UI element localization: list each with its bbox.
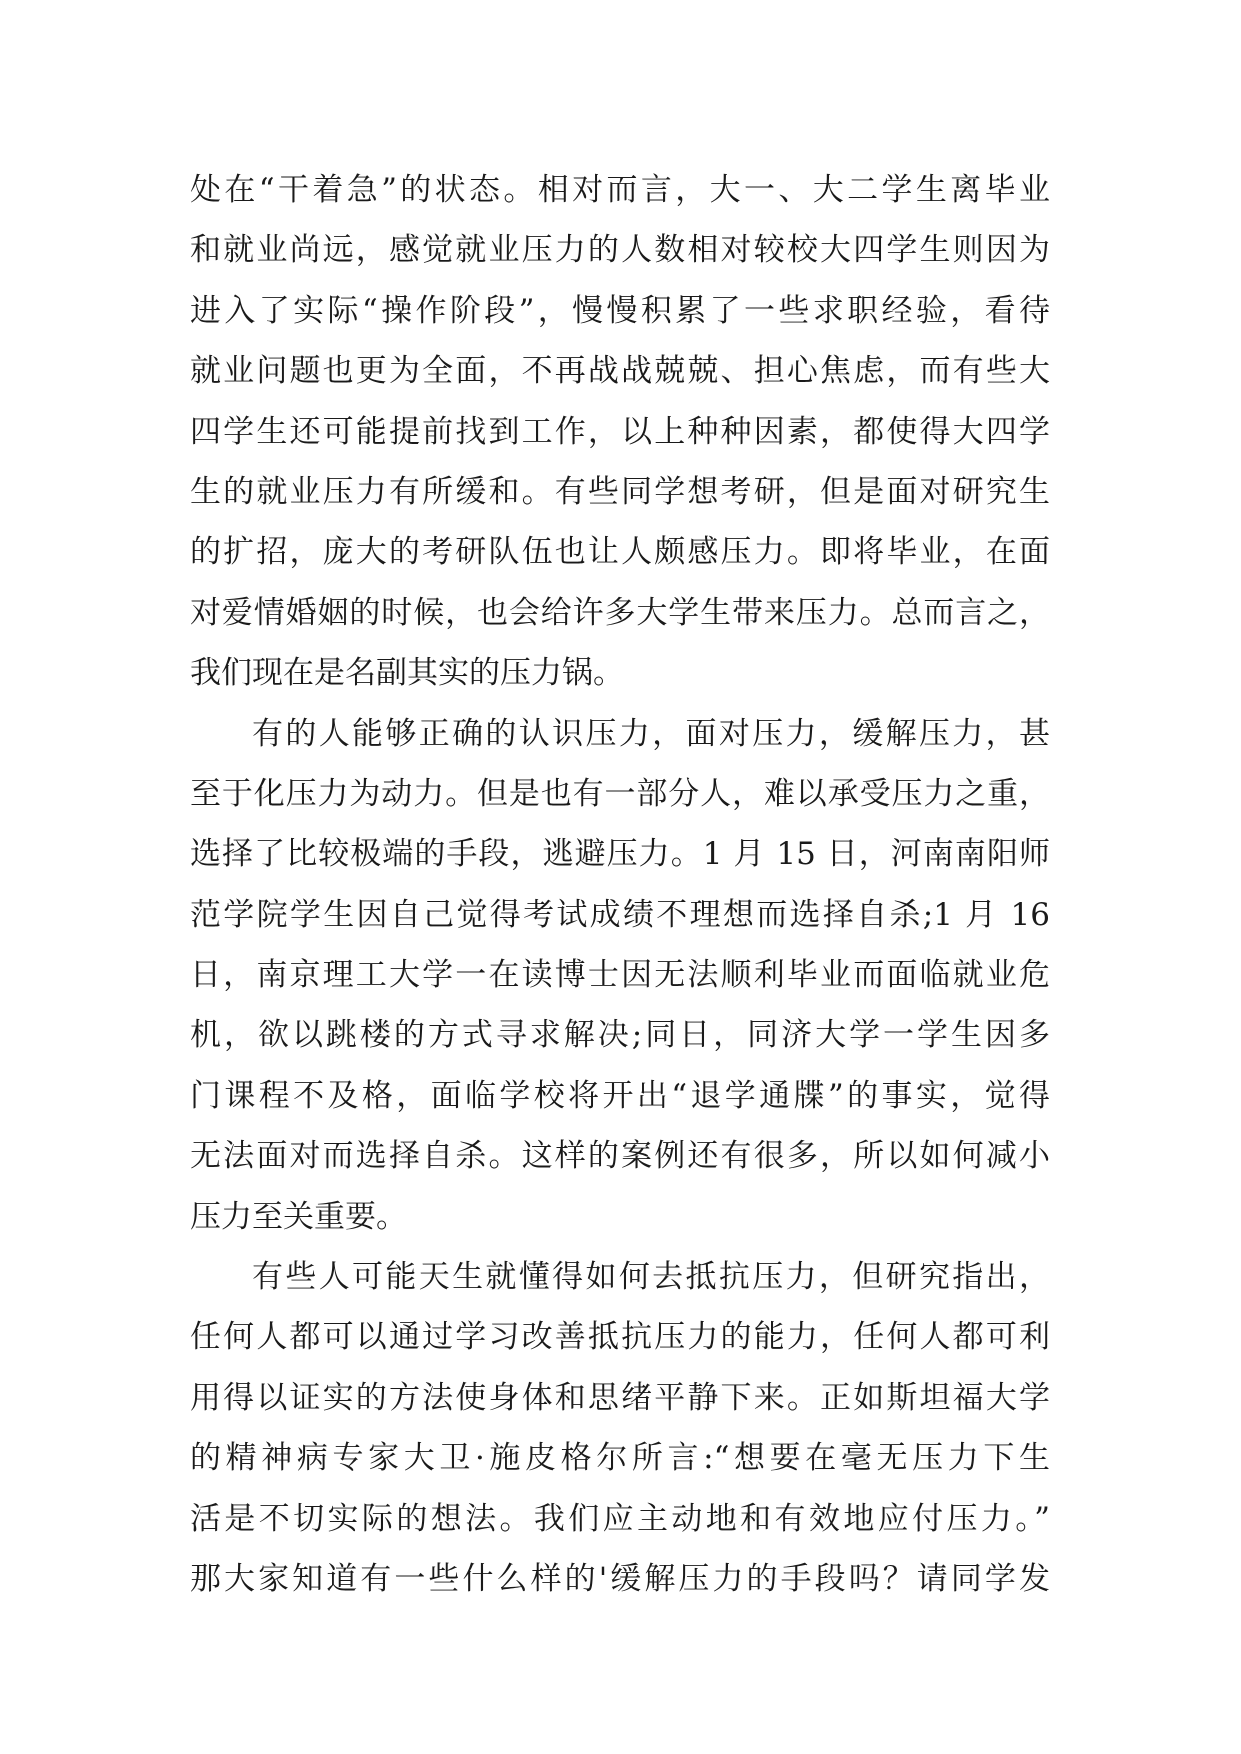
body-text <box>190 160 1050 1609</box>
text-line: 我们现在是名副其实的压力锅。 <box>190 655 624 692</box>
text-line: 的精神病专家大卫·施皮格尔所言:“想要在毫无压力下生 <box>190 1440 1050 1477</box>
text-line: 压力至关重要。 <box>190 1198 407 1235</box>
text-line: 有些人可能天生就懂得如何去抵抗压力，但研究指出， <box>252 1259 1050 1296</box>
text-line: 对爱情婚姻的时候，也会给许多大学生带来压力。总而言之， <box>190 594 1050 631</box>
text-line: 的扩招，庞大的考研队伍也让人颇感压力。即将毕业，在面 <box>190 534 1050 571</box>
text-line: 选择了比较极端的手段，逃避压力。1 月 15 日，河南南阳师 <box>190 836 1050 873</box>
text-line: 门课程不及格，面临学校将开出“退学通牒”的事实，觉得 <box>190 1077 1050 1114</box>
text-line: 四学生还可能提前找到工作，以上种种因素，都使得大四学 <box>190 413 1050 450</box>
text-line: 那大家知道有一些什么样的'缓解压力的手段吗？请同学发 <box>190 1560 1050 1597</box>
text-line: 机，欲以跳楼的方式寻求解决;同日，同济大学一学生因多 <box>190 1017 1050 1054</box>
text-line: 范学院学生因自己觉得考试成绩不理想而选择自杀;1 月 16 <box>190 896 1050 933</box>
text-line: 和就业尚远，感觉就业压力的人数相对较校大四学生则因为 <box>190 232 1050 269</box>
text-line: 活是不切实际的想法。我们应主动地和有效地应付压力。” <box>190 1500 1050 1537</box>
text-line: 进入了实际“操作阶段”，慢慢积累了一些求职经验，看待 <box>190 292 1050 329</box>
text-line: 有的人能够正确的认识压力，面对压力，缓解压力，甚 <box>252 715 1050 752</box>
text-line: 日，南京理工大学一在读博士因无法顺利毕业而面临就业危 <box>190 957 1050 994</box>
text-line: 处在“干着急”的状态。相对而言，大一、大二学生离毕业 <box>190 172 1050 208</box>
text-line: 用得以证实的方法使身体和思绪平静下来。正如斯坦福大学 <box>190 1379 1050 1416</box>
text-line: 任何人都可以通过学习改善抵抗压力的能力，任何人都可利 <box>190 1319 1050 1356</box>
text-line: 生的就业压力有所缓和。有些同学想考研，但是面对研究生 <box>190 473 1050 510</box>
text-line: 就业问题也更为全面，不再战战兢兢、担心焦虑，而有些大 <box>190 353 1050 390</box>
text-line: 至于化压力为动力。但是也有一部分人，难以承受压力之重， <box>190 775 1050 812</box>
text-line: 无法面对而选择自杀。这样的案例还有很多，所以如何减小 <box>190 1138 1050 1175</box>
